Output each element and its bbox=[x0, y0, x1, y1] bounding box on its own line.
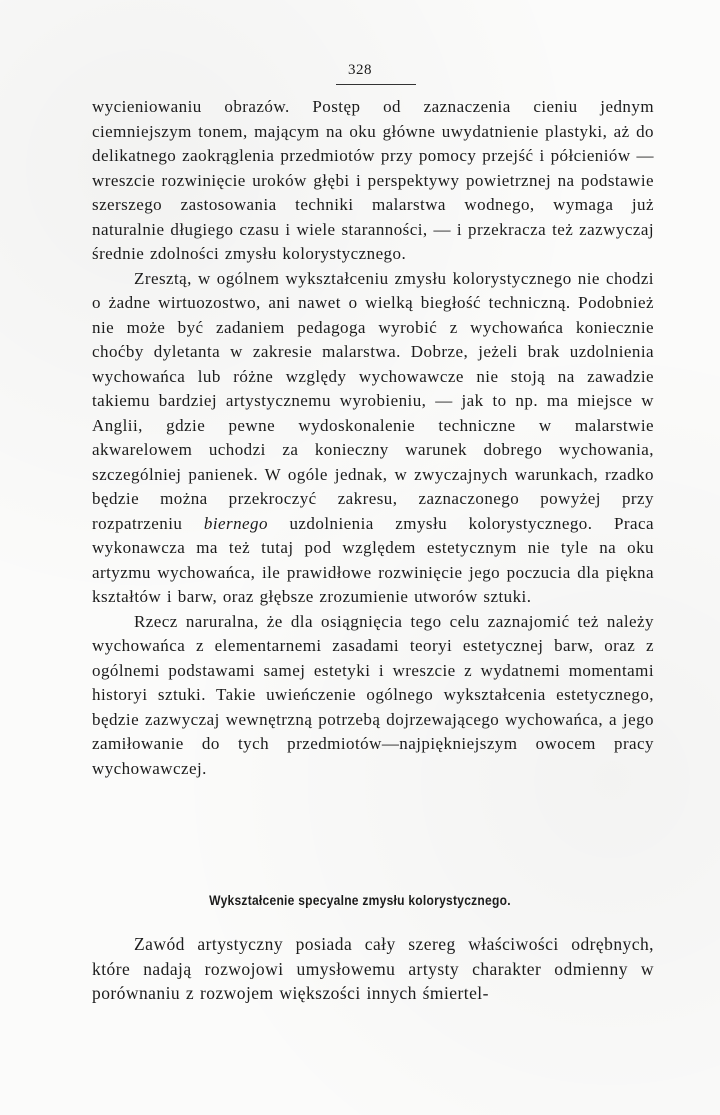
section-paragraph-1: Zawód artystyczny posiada cały szereg właściwości odrębnych, które nadają rozwojowi umysłowemu artysty charakter odmienny w porównaniu z rozwojem większości innych śmiertel- bbox=[92, 934, 654, 1003]
section-body-text bbox=[92, 932, 654, 1006]
page-number-rule bbox=[336, 84, 416, 85]
body-text bbox=[92, 95, 654, 781]
paragraph-3: Rzecz naruralna, że dla osiągnięcia tego celu zaznajomić też należy wychowańca z elementarnemi zasadami teoryi estetycznej barw, oraz z ogólnemi podstawami samej estetyki i wreszcie z wydatnemi momentami historyi sztuki. Takie uwieńczenie ogólnego wykształcenia estetycznego, będzie zazwyczaj wewnętrzną potrzebą dojrzewającego wychowańca, a jego zamiłowanie do tych przedmiotów—najpiękniejszym owocem pracy wychowawczej. bbox=[92, 611, 654, 778]
paragraph-2-text-after: uzdolnienia zmysłu kolorystycznego. Praca wykonawcza ma też tutaj pod względem estetycznym nie tyle na oku artyzmu wychowańca, ile prawidłowe rozwinięcie jego poczucia dla piękna kształtów i barw, oraz głębsze zrozumienie utworów sztuki. bbox=[92, 513, 654, 606]
page-number: 328 bbox=[348, 62, 372, 78]
paragraph-2 bbox=[92, 267, 654, 610]
paragraph-2-text-before: Zresztą, w ogólnem wykształceniu zmysłu kolorystycznego nie chodzi o żadne wirtuozostwo, ani nawet o wielką biegłość techniczną. Podobnież nie może być zadaniem pedagoga wyrobić z wychowańca koniecznie choćby dyletanta w zakresie malarstwa. Dobrze, jeżeli brak uzdolnienia wychowańca lub różne względy wychowawcze nie stoją na zawadzie takiemu bardziej artystycznemu wyrobieniu, — jak to np. ma miejsce w Anglii, gdzie pewne wydoskonalenie techniczne w malarstwie akwarelowem uchodzi za konieczny warunek dobrego wychowania, szczególniej panienek. W ogóle jednak, w zwyczajnych warunkach, rzadko będzie można przekroczyć zakresu, zaznaczonego powyżej przy rozpatrzeniu bbox=[92, 268, 654, 533]
paragraph-1: wycieniowaniu obrazów. Postęp od zaznaczenia cieniu jednym ciemniejszym tonem, mającym na oku główne uwydatnienie plastyki, aż do delikatnego zaokrąglenia przedmiotów przy pomocy przejść i półcieniów — wreszcie rozwinięcie uroków głębi i perspektywy powietrznej na podstawie szerszego zastosowania techniki malarstwa wodnego, wymaga już naturalnie długiego czasu i wiele staranności, — i przekracza też zazwyczaj średnie zdolności zmysłu kolorystycznego. bbox=[92, 97, 654, 263]
paragraph-2-emphasis: biernego bbox=[203, 513, 268, 533]
section-heading: Wykształcenie specyalne zmysłu kolorystycznego. bbox=[209, 892, 511, 908]
